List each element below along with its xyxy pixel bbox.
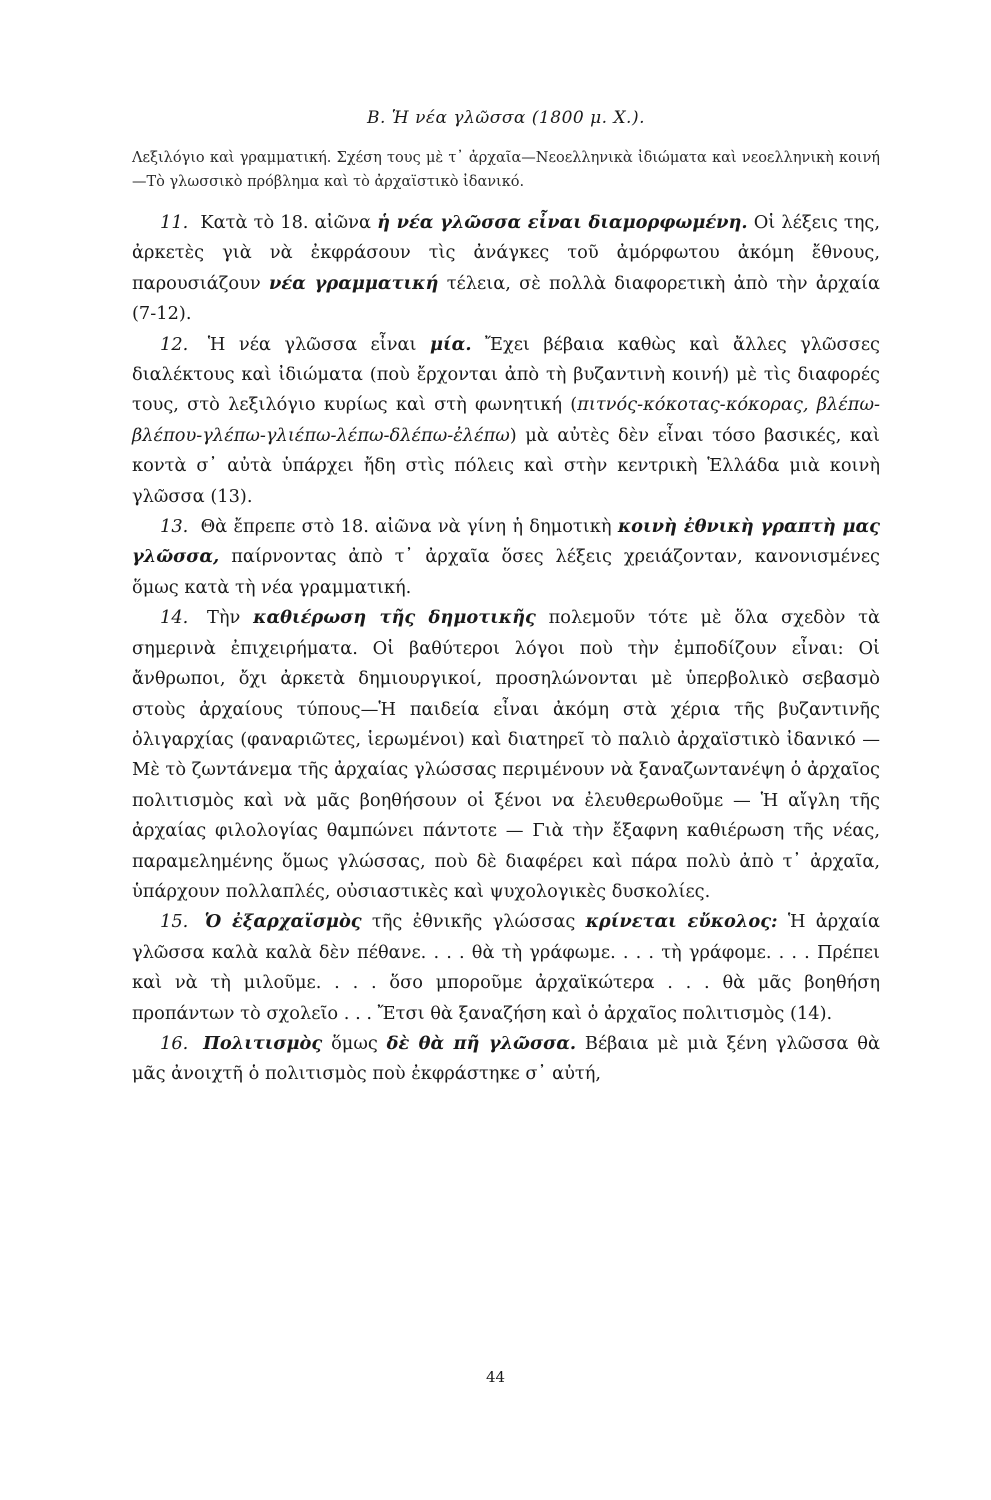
paragraph-14 (132, 603, 880, 907)
paragraph-number: 16. (160, 1032, 189, 1054)
paragraph-number: 14. (160, 607, 189, 629)
text: ) μὰ αὐτὲς δὲν εἶναι τόσο βασικές, καὶ κοντὰ σ᾽ αὐτὰ ὑπάρχει ἤδη στὶς πόλεις καὶ στὴν κεντρικὴ Ἑλλάδα μιὰ κοινὴ γλῶσσα (13). (132, 424, 880, 507)
text: Κατὰ τὸ 18. αἰῶνα (200, 212, 371, 233)
emphasis: Ὁ ἐξαρχαϊσμὸς (204, 911, 362, 933)
text: τῆς ἐθνικῆς γλώσσας (371, 911, 576, 933)
text: πολεμοῦν τότε μὲ ὅλα σχεδὸν τὰ σημερινὰ ἐπιχειρήματα. Οἱ βαθύτεροι λόγοι ποὺ τὴν ἐμποδίζουν εἶναι: Οἱ ἄνθρωποι, ὄχι ἀρκετὰ δημιουργικοί, προσηλώνονται μὲ ὑπερβολικὸ σεβασμὸ στοὺς ἀρχαίους τύπους—Ἡ παιδεία εἶναι ἀκόμη στὰ χέρια τῆς βυζαντινῆς ὀλιγαρχίας (φαναριῶτες, ἱερωμένοι) καὶ διατηρεῖ τὸ παλιὸ ἀρχαϊστικὸ ἰδανικό — Μὲ τὸ ζωντάνεμα τῆς ἀρχαίας γλώσσας περιμένουν νὰ ξαναζωντανέψη ὁ ἀρχαῖος πολιτισμὸς καὶ νὰ μᾶς βοηθήσουν οἱ ξένοι να ἐλευθερωθοῦμε — Ἡ αἴγλη τῆς ἀρχαίας φιλολογίας θαμπώνει πάντοτε — Γιὰ τὴν ἔξαφνη καθιέρωση τῆς νέας, παραμελημένης ὅμως γλώσσας, ποὺ δὲ διαφέρει καὶ πάρα πολὺ ἀπὸ τ᾽ ἀρχαῖα, ὑπάρχουν πολλαπλές, οὐσιαστικὲς καὶ ψυχολογικὲς δυσκολίες. (132, 607, 881, 902)
emphasis: κοινὴ ἐθνικὴ γραπτὴ μας γλῶσσα, (132, 516, 881, 568)
text: Ἡ ἀρχαία γλῶσσα καλὰ καλὰ δὲν πέθανε. . . . θὰ τὴ γράφωμε. . . . τὴ γράφομε. . . . Πρέπει καὶ νὰ τὴ μιλοῦμε. . . . ὅσο μποροῦμε ἀρχαϊκώτερα . . . θὰ μᾶς βοηθήση προπάντων τὸ σχολεῖο . . . Ἔτσι θὰ ξαναζήση καὶ ὁ ἀρχαῖος πολιτισμὸς (14). (132, 911, 881, 1024)
paragraph-number: 15. (160, 911, 189, 933)
paragraph-number: 12. (160, 333, 189, 355)
emphasis: δὲ θὰ πῆ γλῶσσα. (386, 1032, 577, 1054)
page-number: 44 (485, 1368, 506, 1386)
paragraph-15 (132, 907, 880, 1029)
paragraph-16 (132, 1029, 880, 1090)
text: Βέβαια μὲ μιὰ ξένη γλῶσσα θὰ μᾶς ἀνοιχτῆ ὁ πολιτισμὸς ποὺ ἐκφράστηκε σ᾽ αὐτή, (132, 1032, 881, 1085)
emphasis: καθιέρωση τῆς δημοτικῆς (253, 607, 536, 629)
page-content (132, 100, 880, 1090)
text: Ἡ νέα γλῶσσα εἶναι (207, 333, 417, 355)
text: Οἱ λέξεις της, ἀρκετὲς γιὰ νὰ ἐκφράσουν τὶς ἀνάγκες τοῦ ἀμόρφωτου ἀκόμη ἔθνους, παρουσιάζουν (132, 212, 880, 294)
section-title: Β. Ἡ νέα γλῶσσα (1800 μ. Χ.). (367, 108, 645, 128)
emphasis: νέα γραμματική (269, 272, 439, 294)
text: ὅμως (331, 1032, 378, 1054)
paragraph-number: 13. (160, 516, 189, 538)
emphasis: κρίνεται εὔκολος: (585, 911, 778, 933)
paragraph-11 (132, 208, 880, 330)
text: Θὰ ἔπρεπε στὸ 18. αἰῶνα νὰ γίνη ἡ δημοτικὴ (200, 516, 612, 538)
emphasis: ἡ νέα γλῶσσα εἶναι διαμορφωμένη. (377, 212, 748, 233)
emphasis: μία. (430, 333, 472, 355)
italic-examples: πιτνός-κόκοτας-κόκορας, βλέπω-βλέπου-γλέπω-γλιέπω-λέπω-δλέπω-ἐλέπω (132, 394, 880, 446)
text: τέλεια, σὲ πολλὰ διαφορετικὴ ἀπὸ τὴν ἀρχαία (7-12). (132, 272, 880, 325)
paragraph-12 (132, 330, 880, 512)
text: Τὴν (207, 607, 241, 629)
section-summary: Λεξιλόγιο καὶ γραμματική. Σχέση τους μὲ τ᾽ ἀρχαῖα—Νεοελληνικὰ ἰδιώματα καὶ νεοελληνικὴ κοινή—Τὸ γλωσσικὸ πρόβλημα καὶ τὸ ἀρχαϊστικὸ ἰδανικό. (132, 150, 880, 190)
paragraph-number: 11. (160, 212, 189, 233)
emphasis: Πολιτισμὸς (203, 1032, 323, 1054)
paragraph-13 (132, 512, 880, 603)
text: Ἔχει βέβαια καθὼς καὶ ἄλλες γλῶσσες διαλέκτους καὶ ἰδιώματα (ποὺ ἔρχονται ἀπὸ τὴ βυζαντινὴ κοινή) μὲ τὶς διαφορές τους, στὸ λεξιλόγιο κυρίως καὶ στὴ φωνητική ( (132, 333, 881, 416)
text: παίρνοντας ἀπὸ τ᾽ ἀρχαῖα ὅσες λέξεις χρειάζονταν, κανονισμένες ὅμως κατὰ τὴ νέα γραμματική. (132, 546, 880, 598)
